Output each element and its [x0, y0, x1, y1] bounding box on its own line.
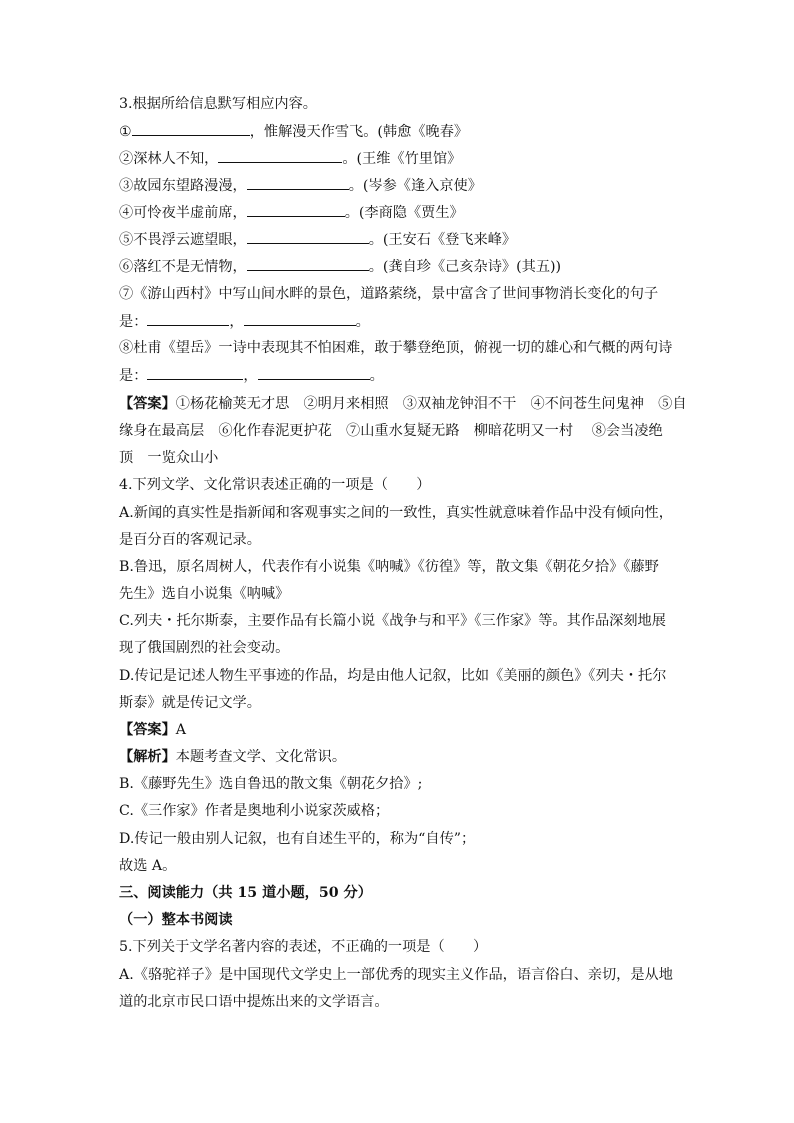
- q3-answer-line3: 顶 一览众山小: [119, 450, 219, 466]
- q4-option-b-line2: 先生》选自小说集《呐喊》: [119, 586, 290, 602]
- q3-item-6: [119, 257, 561, 275]
- q3-item-1-post: ，惟解漫天作雪飞。(韩愈《晚春》: [249, 124, 469, 140]
- q3-item-8-line1: ⑧杜甫《望岳》一诗中表现其不怕困难，敢于攀登绝顶，俯视一切的雄心和气概的两句诗: [119, 340, 673, 356]
- q3-answer-line2: 缘身在最高层 ⑥化作春泥更护花 ⑦山重水复疑无路 柳暗花明又一村 ⑧会当凌绝: [119, 423, 663, 439]
- q3-item-3: [119, 176, 482, 194]
- q5-option-a-line1: A.《骆驼祥子》是中国现代文学史上一部优秀的现实主义作品，语言俗白、亲切，是从地: [119, 967, 673, 983]
- q3-item-6-pre: ⑥落红不是无情物，: [119, 259, 247, 275]
- q3-item-2-pre: ②深林人不知，: [119, 151, 219, 167]
- answer-blank[interactable]: [132, 122, 250, 136]
- answer-value: A: [175, 722, 187, 738]
- q4-explain-c: C.《三作家》作者是奥地利小说家茨威格；: [119, 803, 390, 819]
- analysis-label: 【解析】: [119, 749, 176, 765]
- section-3-heading: 三、阅读能力（共 15 道小题，50 分）: [119, 885, 372, 901]
- q3-item-7-post: 。: [355, 314, 370, 330]
- q3-item-2: [119, 149, 461, 167]
- q3-item-4: [119, 203, 464, 221]
- answer-blank[interactable]: [258, 366, 370, 380]
- q3-answer-line1: [119, 395, 687, 413]
- q4-option-d-line1: D.传记是记述人物生平事迹的作品，均是由他人记叙，比如《美丽的颜色》《列夫・托尔: [119, 668, 667, 684]
- q4-conclusion: 故选 A。: [119, 858, 177, 874]
- answer-blank[interactable]: [247, 176, 349, 190]
- q3-item-5-pre: ⑤不畏浮云遮望眼，: [119, 232, 247, 248]
- answer-blank[interactable]: [247, 230, 369, 244]
- q3-item-7-mid: ，: [229, 314, 244, 330]
- q4-option-c-line1: C.列夫・托尔斯泰，主要作品有长篇小说《战争与和平》《三作家》等。其作品深刻地展: [119, 613, 666, 629]
- q3-item-7-pre: 是：: [119, 314, 148, 330]
- q3-item-1-pre: ①: [119, 124, 132, 140]
- answer-blank[interactable]: [247, 257, 369, 271]
- q3-item-8-post: 。: [369, 368, 384, 384]
- q3-item-4-post: 。(李商隐《贾生》: [344, 205, 464, 221]
- q4-explain-b: B.《藤野先生》选自鲁迅的散文集《朝花夕拾》;: [119, 776, 423, 792]
- q4-option-b-line1: B.鲁迅，原名周树人，代表作有小说集《呐喊》《彷徨》等，散文集《朝花夕拾》《藤野: [119, 559, 659, 575]
- answer-blank[interactable]: [247, 203, 345, 217]
- q4-answer: [119, 721, 186, 739]
- q3-title: 3.根据所给信息默写相应内容。: [119, 96, 317, 112]
- answer-blank[interactable]: [244, 312, 356, 326]
- q3-item-4-pre: ④可怜夜半虚前席，: [119, 205, 247, 221]
- section-3-subheading: （一）整本书阅读: [119, 912, 233, 928]
- analysis-text: 本题考查文学、文化常识。: [175, 749, 347, 765]
- q3-item-6-post: 。(龚自珍《己亥杂诗》(其五)): [368, 259, 562, 275]
- q3-item-3-pre: ③故园东望路漫漫，: [119, 178, 247, 194]
- q4-explain-d: D.传记一般由别人记叙，也有自述生平的，称为“自传”；: [119, 831, 476, 847]
- q3-item-8-mid: ，: [243, 368, 258, 384]
- answer-blank[interactable]: [147, 366, 243, 380]
- answer-blank[interactable]: [218, 149, 342, 163]
- q4-option-a-line2: 是百分百的客观记录。: [119, 532, 261, 548]
- q3-item-7-line2: [119, 312, 370, 330]
- q4-option-c-line2: 现了俄国剧烈的社会变动。: [119, 640, 290, 656]
- answer-label: 【答案】: [119, 396, 176, 412]
- q3-item-2-post: 。(王维《竹里馆》: [342, 151, 462, 167]
- q3-item-8-line2: [119, 366, 384, 384]
- q5-option-a-line2: 道的北京市民口语中提炼出来的文学语言。: [119, 994, 389, 1010]
- q3-item-5: [119, 230, 516, 248]
- q3-item-3-post: 。(岑参《逢入京使》: [348, 178, 482, 194]
- q4-title: 4.下列文学、文化常识表述正确的一项是（ ）: [119, 477, 431, 493]
- q4-analysis: [119, 748, 346, 766]
- q3-item-8-pre: 是：: [119, 368, 148, 384]
- answer-blank[interactable]: [147, 312, 229, 326]
- q3-item-5-post: 。(王安石《登飞来峰》: [368, 232, 517, 248]
- q5-title: 5.下列关于文学名著内容的表述，不正确的一项是（ ）: [119, 939, 488, 955]
- q4-option-a-line1: A.新闻的真实性是指新闻和客观事实之间的一致性，真实性就意味着作品中没有倾向性，: [119, 505, 673, 521]
- q4-option-d-line2: 斯泰》就是传记文学。: [119, 695, 261, 711]
- q3-item-7-line1: ⑦《游山西村》中写山间水畔的景色，道路萦绕，景中富含了世间事物消长变化的句子: [119, 286, 659, 302]
- answer-label: 【答案】: [119, 722, 176, 738]
- q3-answer-text: ①杨花榆荚无才思 ②明月来相照 ③双袖龙钟泪不干 ④不问苍生问鬼神 ⑤自: [175, 396, 687, 412]
- q3-item-1: [119, 122, 468, 140]
